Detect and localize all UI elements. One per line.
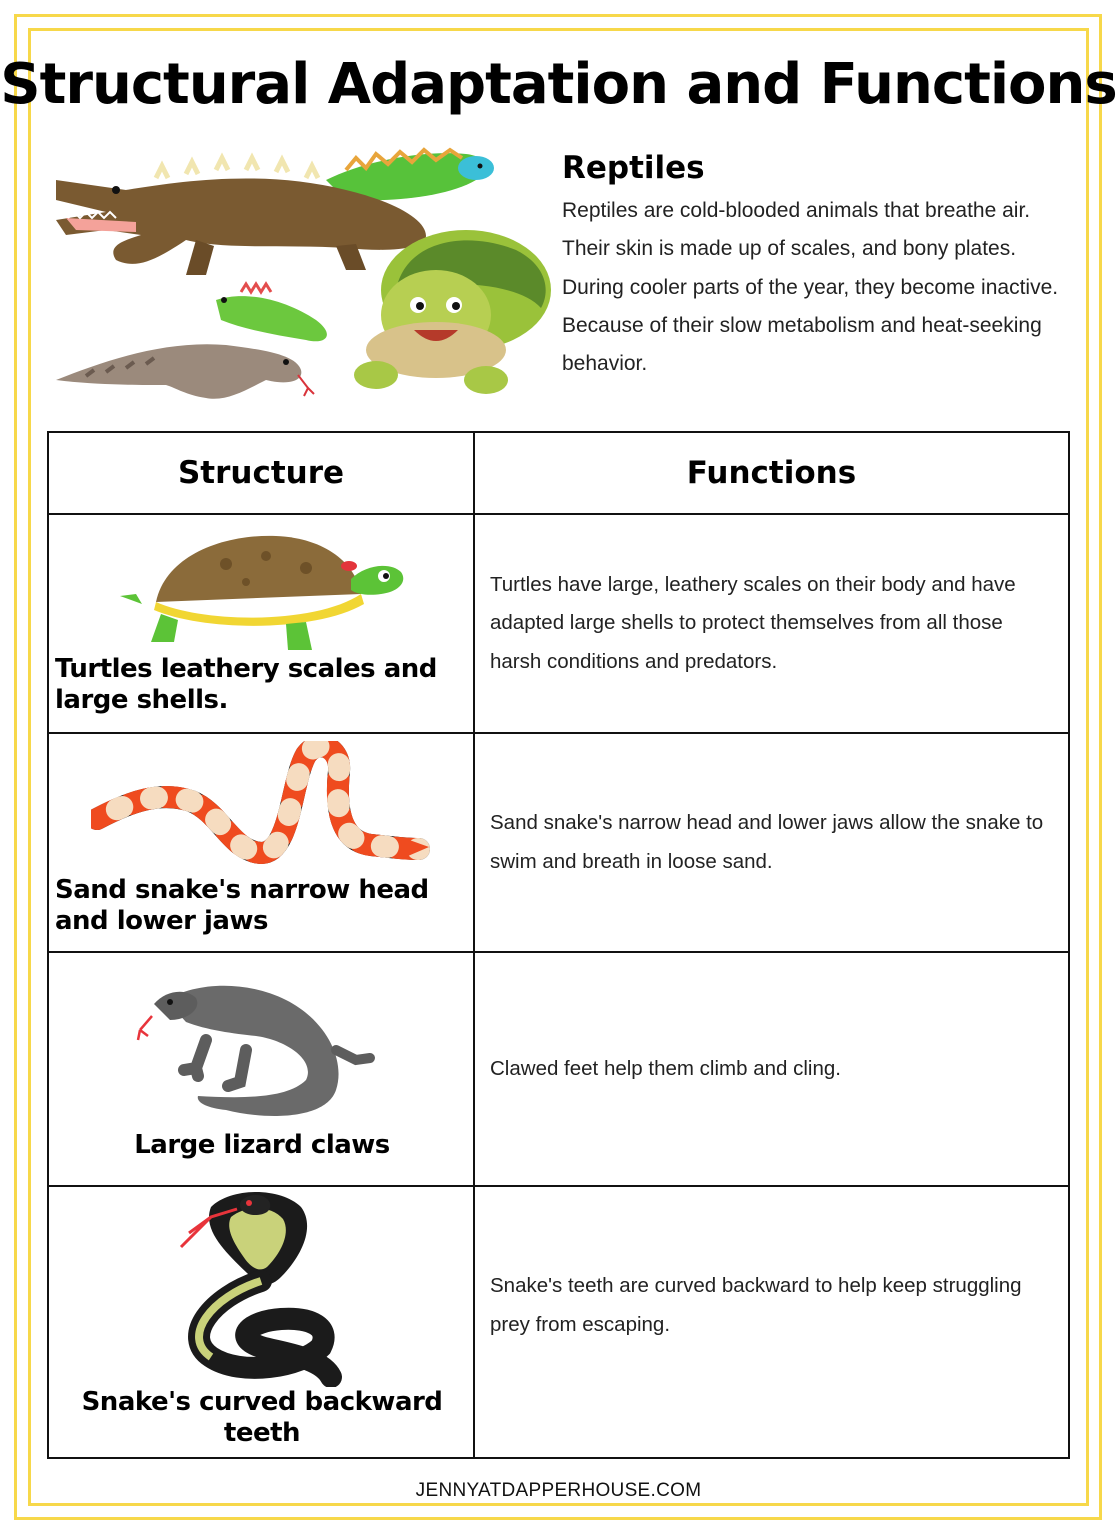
function-cell xyxy=(474,1186,1069,1458)
table-header-row xyxy=(48,432,1069,514)
structure-cell xyxy=(48,514,474,733)
cobra-icon xyxy=(171,1187,351,1387)
table-row xyxy=(48,1186,1069,1458)
table-row xyxy=(48,733,1069,952)
small-lizard-icon xyxy=(216,284,327,341)
structure-label: Turtles leathery scales and large shells. xyxy=(55,653,437,715)
structure-cell xyxy=(48,733,474,952)
reptiles-group-illustration xyxy=(46,140,558,410)
function-cell xyxy=(474,514,1069,733)
intro-text: Reptiles are cold-blooded animals that breathe air. Their skin is made up of scales, and bony plates. During cooler parts of the year, they become inactive. Because of their slow metabolism and heat-seeking behavior. xyxy=(562,199,1059,376)
structure-label: Sand snake's narrow head and lower jaws xyxy=(55,874,429,936)
function-text: Sand snake's narrow head and lower jaws allow the snake to swim and breath in loose sand. xyxy=(490,811,1044,873)
tortoise-icon xyxy=(354,230,551,394)
structure-cell xyxy=(48,952,474,1186)
structure-column-header: Structure xyxy=(48,432,474,514)
function-cell xyxy=(474,952,1069,1186)
intro-heading: Reptiles xyxy=(562,150,705,186)
table-row xyxy=(48,514,1069,733)
functions-column-header: Functions xyxy=(474,432,1069,514)
function-text: Clawed feet help them climb and cling. xyxy=(490,1056,841,1080)
table-row xyxy=(48,952,1069,1186)
footer-website: JENNYATDAPPERHOUSE.COM xyxy=(415,1480,702,1501)
function-cell xyxy=(474,733,1069,952)
intro-section xyxy=(562,150,1062,383)
structure-label: Large lizard claws xyxy=(134,1129,390,1160)
komodo-dragon-icon xyxy=(56,344,314,399)
turtle-icon xyxy=(116,524,406,654)
structure-function-table xyxy=(47,431,1070,1459)
function-text: Snake's teeth are curved backward to help keep struggling prey from escaping. xyxy=(490,1274,1022,1336)
page-title: Structural Adaptation and Functions xyxy=(0,52,1117,117)
structure-cell xyxy=(48,1186,474,1458)
function-text: Turtles have large, leathery scales on their body and have adapted large shells to protect themselves from all those harsh conditions and predators. xyxy=(490,572,1016,673)
monitor-lizard-icon xyxy=(136,970,386,1130)
structure-label: Snake's curved backward teeth xyxy=(81,1387,443,1448)
banded-snake-icon xyxy=(91,741,431,875)
